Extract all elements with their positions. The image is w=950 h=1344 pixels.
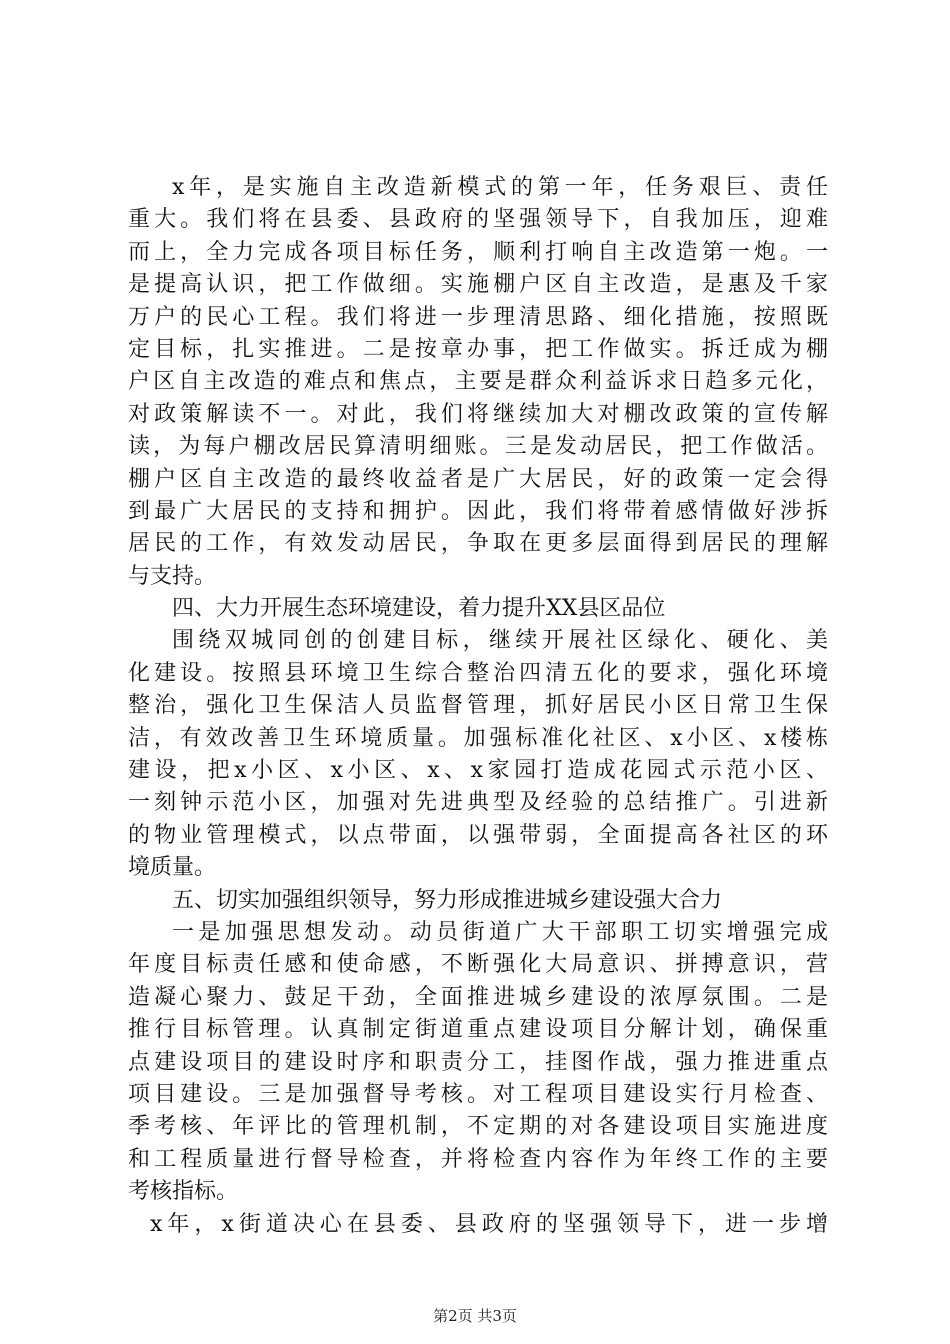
paragraph-line: 而上，全力完成各项目标任务，顺利打响自主改造第一炮。一 [128,239,828,265]
paragraph-line: 对政策解读不一。对此，我们将继续加大对棚改政策的宣传解 [128,401,828,427]
paragraph-line: 点建设项目的建设时序和职责分工，挂图作战，强力推进重点 [128,1049,828,1075]
paragraph-line: x年，x街道决心在县委、县政府的坚强领导下，进一步增 [150,1211,828,1237]
paragraph-line: 与支持。 [128,563,217,589]
paragraph-line: 化建设。按照县环境卫生综合整治四清五化的要求，强化环境 [128,660,828,686]
paragraph-line: 的物业管理模式，以点带面，以强带弱，全面提高各社区的环 [128,822,828,848]
paragraph-line: 读，为每户棚改居民算清明细账。三是发动居民，把工作做活。 [128,434,828,460]
paragraph-line: 一刻钟示范小区，加强对先进典型及经验的总结推广。引进新 [128,790,828,816]
paragraph-line: 项目建设。三是加强督导考核。对工程项目建设实行月检查、 [128,1081,828,1107]
paragraph-line: 居民的工作，有效发动居民，争取在更多层面得到居民的理解 [128,531,828,557]
paragraph-line: 建设，把x小区、x小区、x、x家园打造成花园式示范小区、 [128,758,828,784]
document-body [128,172,828,1241]
paragraph-line: 重大。我们将在县委、县政府的坚强领导下，自我加压，迎难 [128,207,828,233]
paragraph-line: 考核指标。 [128,1179,239,1205]
paragraph-line: x年，是实施自主改造新模式的第一年，任务艰巨、责任 [172,175,828,200]
paragraph-line: 整治，强化卫生保洁人员监督管理，抓好居民小区日常卫生保 [128,693,828,719]
paragraph-line: 棚户区自主改造的最终收益者是广大居民，好的政策一定会得 [128,466,828,492]
paragraph-line: 造凝心聚力、鼓足干劲，全面推进城乡建设的浓厚氛围。二是 [128,984,828,1010]
paragraph-line: 定目标，扎实推进。二是按章办事，把工作做实。拆迁成为棚 [128,336,828,362]
paragraph-line: 户区自主改造的难点和焦点，主要是群众利益诉求日趋多元化， [128,369,828,395]
paragraph-line: 万户的民心工程。我们将进一步理清思路、细化措施，按照既 [128,304,828,330]
paragraph-line: 年度目标责任感和使命感，不断强化大局意识、拼搏意识，营 [128,952,828,978]
page-number-footer: 第2页 共3页 [433,1307,517,1325]
section-heading: 四、大力开展生态环境建设，着力提升XX县区品位 [172,596,666,622]
paragraph-line: 洁，有效改善卫生环境质量。加强标准化社区、x小区、x楼栋 [128,725,828,751]
paragraph-line: 季考核、年评比的管理机制，不定期的对各建设项目实施进度 [128,1114,828,1140]
paragraph-line: 到最广大居民的支持和拥护。因此，我们将带着感情做好涉拆 [128,498,828,524]
paragraph-line: 推行目标管理。认真制定街道重点建设项目分解计划，确保重 [128,1017,828,1043]
paragraph-line: 境质量。 [128,855,217,881]
section-heading: 五、切实加强组织领导，努力形成推进城乡建设强大合力 [172,887,723,913]
paragraph-line: 和工程质量进行督导检查，并将检查内容作为年终工作的主要 [128,1146,828,1172]
paragraph-line: 围绕双城同创的创建目标，继续开展社区绿化、硬化、美 [172,628,828,654]
paragraph-line: 一是加强思想发动。动员街道广大干部职工切实增强完成 [172,919,828,945]
paragraph-line: 是提高认识，把工作做细。实施棚户区自主改造，是惠及千家 [128,272,828,298]
